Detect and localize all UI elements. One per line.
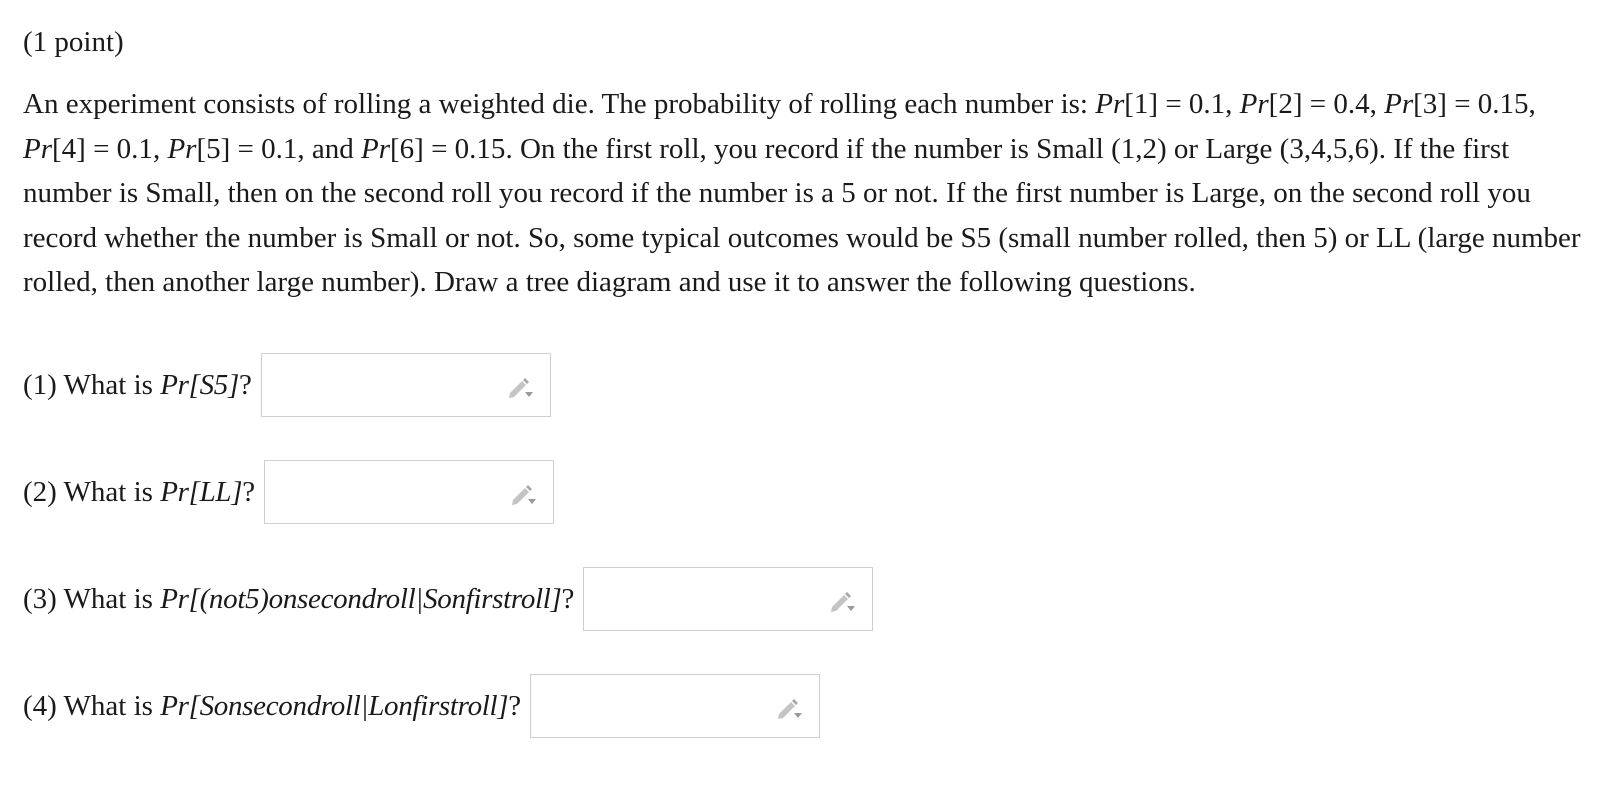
prob-6-label: Pr (361, 132, 390, 165)
question-4-math: Pr[Sonsecondroll|Lonfirstroll] (160, 689, 509, 722)
question-1-math: Pr[S5] (160, 368, 239, 401)
prob-3-value: = 0.15 (1446, 88, 1529, 120)
prob-6-sep: . (505, 132, 520, 165)
answer-input-2[interactable] (264, 460, 554, 524)
prob-4-value: = 0.1 (85, 132, 153, 165)
question-2-prefix: (2) What is (23, 475, 161, 508)
prob-1-arg: [1] (1124, 88, 1159, 120)
prob-3-label: Pr (1384, 88, 1414, 120)
prob-3-arg: [3] (1413, 88, 1447, 120)
pencil-dropdown-icon[interactable] (775, 694, 805, 722)
problem-intro: An experiment consists of rolling a weighted die. The probability of rolling each number is: (23, 88, 1096, 120)
prob-1-label: Pr (1095, 88, 1125, 120)
question-4-text (23, 690, 521, 723)
pencil-dropdown-icon[interactable] (509, 480, 539, 508)
question-4-suffix: ? (508, 689, 522, 722)
prob-6-value: = 0.15 (423, 132, 506, 165)
pencil-dropdown-icon[interactable] (828, 587, 858, 615)
problem-statement (23, 82, 1598, 305)
prob-2-value: = 0.4 (1302, 88, 1370, 120)
question-4 (23, 674, 820, 738)
prob-3-sep: , (1528, 88, 1536, 120)
question-3-text (23, 583, 574, 616)
question-1-suffix: ? (238, 368, 252, 401)
prob-5-label: Pr (167, 132, 197, 165)
prob-4-arg: [4] (52, 132, 86, 165)
prob-5-sep: , and (297, 132, 361, 165)
prob-5-value: = 0.1 (230, 132, 298, 165)
answer-input-3[interactable] (583, 567, 873, 631)
answer-input-4[interactable] (530, 674, 820, 738)
question-4-prefix: (4) What is (23, 689, 161, 722)
prob-1-value: = 0.1 (1158, 88, 1226, 120)
question-3-suffix: ? (561, 582, 575, 615)
prob-2-label: Pr (1239, 88, 1269, 120)
question-2 (23, 460, 554, 524)
question-3 (23, 567, 873, 631)
answer-input-1[interactable] (261, 353, 551, 417)
question-1 (23, 353, 551, 417)
prob-2-arg: [2] (1268, 88, 1303, 120)
question-1-text (23, 369, 252, 402)
question-1-prefix: (1) What is (23, 368, 161, 401)
pencil-dropdown-icon[interactable] (506, 373, 536, 401)
prob-4-label: Pr (23, 132, 52, 165)
points-label: (1 point) (23, 26, 124, 58)
prob-1-sep: , (1225, 88, 1240, 120)
question-2-text (23, 476, 255, 509)
problem-rest: On the first roll, you record if the number is Small (1,2) or Large (3,4,5,6). If the first number is Small, then on the second roll you record if the number is a 5 or not. If the first number is Large, on the second roll you record whether the number is Small or not. So, some typical outcomes would be S5 (small number rolled, then 5) or LL (large number rolled, then another large number). Draw a tree diagram and use it to answer the following questions. (23, 132, 1581, 298)
question-2-math: Pr[LL] (160, 475, 243, 508)
prob-6-arg: [6] (390, 132, 424, 165)
prob-5-arg: [5] (196, 132, 231, 165)
question-3-math: Pr[(not5)onsecondroll|Sonfirstroll] (160, 582, 562, 615)
question-3-prefix: (3) What is (23, 582, 161, 615)
prob-2-sep: , (1369, 88, 1385, 120)
prob-4-sep: , (152, 132, 168, 165)
question-2-suffix: ? (242, 475, 256, 508)
